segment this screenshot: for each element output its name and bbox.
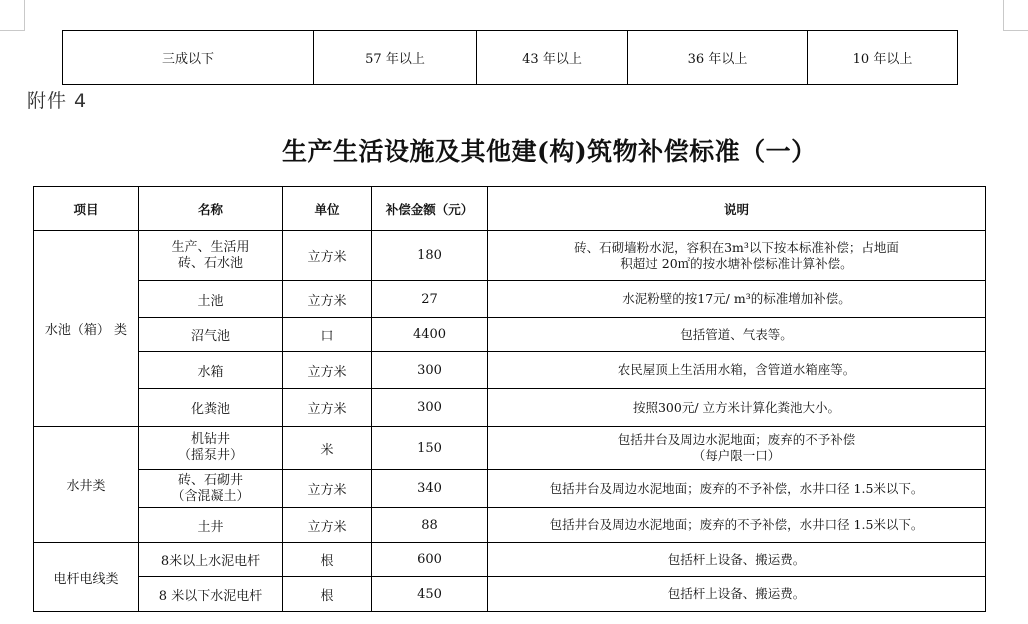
crop-mark-top-left — [0, 0, 25, 31]
name-cell: 土井 — [139, 508, 283, 543]
fragment-cell: 10 年以上 — [808, 31, 958, 85]
description-cell — [488, 231, 986, 281]
table-row — [34, 543, 986, 577]
header-item: 项目 — [34, 187, 139, 231]
unit-cell: 立方米 — [283, 352, 372, 389]
name-cell: 8 米以下水泥电杆 — [139, 577, 283, 612]
name-cell — [139, 470, 283, 508]
name-cell — [139, 231, 283, 281]
previous-table-fragment — [62, 30, 958, 85]
description-cell: 按照300元/ 立方米计算化粪池大小。 — [488, 389, 986, 427]
name-cell — [139, 427, 283, 470]
unit-cell: 立方米 — [283, 470, 372, 508]
name-line: （摇泵井） — [177, 448, 243, 463]
header-name: 名称 — [139, 187, 283, 231]
category-cell: 电杆电线类 — [34, 543, 139, 612]
name-cell: 化粪池 — [139, 389, 283, 427]
unit-cell: 立方米 — [283, 231, 372, 281]
amount-cell: 150 — [372, 427, 488, 470]
unit-cell: 立方米 — [283, 508, 372, 543]
unit-cell: 口 — [283, 318, 372, 352]
header-amount: 补偿金额（元） — [372, 187, 488, 231]
description-cell: 包括管道、气表等。 — [488, 318, 986, 352]
name-cell: 8米以上水泥电杆 — [139, 543, 283, 577]
description-line: 积超过 20㎡的按水塘补偿标准计算补偿。 — [620, 255, 853, 271]
description-cell: 包括杆上设备、搬运费。 — [488, 543, 986, 577]
description-cell — [488, 427, 986, 470]
category-cell: 水池（箱） 类 — [34, 231, 139, 427]
amount-cell: 340 — [372, 470, 488, 508]
header-description: 说明 — [488, 187, 986, 231]
amount-cell: 27 — [372, 281, 488, 318]
fragment-cell: 三成以下 — [63, 31, 314, 85]
name-cell: 沼气池 — [139, 318, 283, 352]
description-cell: 包括井台及周边水泥地面；废弃的不予补偿，水井口径 1.5米以下。 — [488, 470, 986, 508]
name-line: 生产、生活用 — [171, 239, 250, 255]
table-row — [34, 352, 986, 389]
name-line: （含混凝土） — [171, 488, 250, 504]
unit-cell: 立方米 — [283, 389, 372, 427]
table-row — [34, 470, 986, 508]
description-line: 砖、石砌墙粉水泥，容积在3m³以下按本标准补偿；占地面 — [574, 239, 899, 255]
unit-cell: 根 — [283, 543, 372, 577]
fragment-cell: 36 年以上 — [628, 31, 808, 85]
unit-cell: 根 — [283, 577, 372, 612]
description-cell: 包括井台及周边水泥地面；废弃的不予补偿，水井口径 1.5米以下。 — [488, 508, 986, 543]
category-cell: 水井类 — [34, 427, 139, 543]
amount-cell: 4400 — [372, 318, 488, 352]
name-cell: 水箱 — [139, 352, 283, 389]
page-title: 生产生活设施及其他建(构)筑物补偿标准（一） — [282, 137, 817, 166]
table-row — [34, 231, 986, 281]
table-row — [34, 508, 986, 543]
unit-cell: 米 — [283, 427, 372, 470]
amount-cell: 300 — [372, 389, 488, 427]
description-line: （每户限一口） — [692, 448, 781, 463]
amount-cell: 88 — [372, 508, 488, 543]
fragment-cell: 43 年以上 — [477, 31, 628, 85]
table-row — [34, 577, 986, 612]
amount-cell: 300 — [372, 352, 488, 389]
header-unit: 单位 — [283, 187, 372, 231]
table-header-row — [34, 187, 986, 231]
name-line: 机钻井 — [190, 432, 230, 447]
description-line: 包括井台及周边水泥地面；废弃的不予补偿 — [617, 432, 856, 447]
description-cell: 包括杆上设备、搬运费。 — [488, 577, 986, 612]
name-line: 砖、石水池 — [177, 255, 243, 271]
table-row — [34, 427, 986, 470]
annex-label: 附件 4 — [27, 90, 88, 112]
table-row — [63, 31, 958, 85]
name-line: 砖、石砌井 — [177, 472, 243, 488]
fragment-cell: 57 年以上 — [314, 31, 477, 85]
amount-cell: 180 — [372, 231, 488, 281]
table-row — [34, 389, 986, 427]
unit-cell: 立方米 — [283, 281, 372, 318]
amount-cell: 450 — [372, 577, 488, 612]
compensation-table — [33, 186, 986, 612]
crop-mark-top-right — [1003, 0, 1028, 31]
amount-cell: 600 — [372, 543, 488, 577]
table-row — [34, 281, 986, 318]
description-cell: 农民屋顶上生活用水箱，含管道水箱座等。 — [488, 352, 986, 389]
name-cell: 土池 — [139, 281, 283, 318]
table-row — [34, 318, 986, 352]
description-cell: 水泥粉壁的按17元/ m³的标准增加补偿。 — [488, 281, 986, 318]
